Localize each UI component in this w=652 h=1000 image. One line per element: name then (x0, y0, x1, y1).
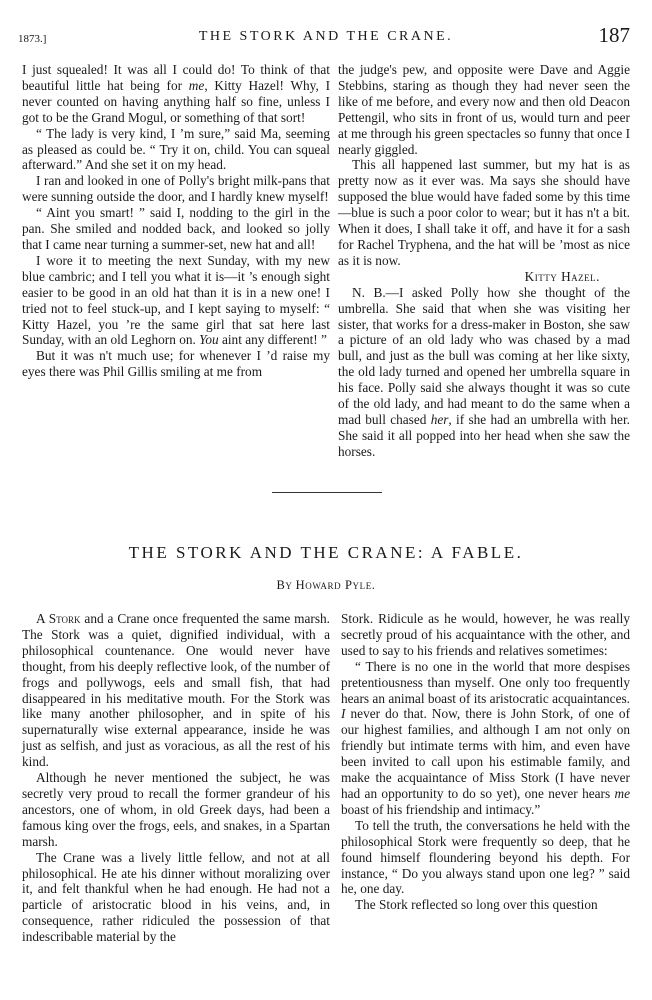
fable-paragraph: A Stork and a Crane once frequented the same marsh. The Stork was a quiet, dignified individual, with a philosophical countenance. One would never have thought, from his deeply reflective look, of the number of frogs and pollywogs, eels and small fish, that had disappeared in his meditative mouth. For the Stork was like many another philosopher, and in spite of his supernaturally wise external appearance, inside he was just as selfish, and just as voracious, as all the rest of his kind. (22, 611, 330, 770)
lead-word: A Stork (36, 611, 81, 626)
letter-paragraph: But it was n't much use; for whenever I ’d raise my eyes there was Phil Gillis smiling at me from (22, 348, 330, 380)
letter-left-column (22, 62, 330, 380)
letter-paragraph: This all happened last summer, but my hat is as pretty now as it ever was. Ma says she should have supposed the blue would have faded some by this time—blue is such a poor color to wear; but it has n't a bit. When it does, I shall take it off, and have it for a sash for Rachel Tryphena, and the hat will be ’most as nice as it is now. (338, 157, 630, 268)
author-name: Howard Pyle. (295, 578, 376, 592)
fable-paragraph: Stork. Ridicule as he would, however, he was really secretly proud of his acquaintance with the other, and used to say to his friends and relatives sometimes: (341, 611, 630, 658)
fable-paragraph: Although he never mentioned the subject, he was secretly very proud to recall the former grandeur of his ancestors, one of whom, in old Greek days, had been a famous king over the frogs, eels, and snakes, in a Spartan marsh. (22, 770, 330, 849)
fable-quote: “ There is no one in the world that more despises pretentiousness than myself. One only too frequently hears an animal boast of its aristocratic acquaintances. I never do that. Now, there is John Stork, of one of our highest families, and although I am not only on friendly but intimate terms with him, and even have been invited to call upon his estimable family, and make the acquaintance of Miss Stork (I have never had an opportunity to do so yet), one never hears me boast of his friendship and intimacy.” (341, 658, 630, 817)
article-title: THE STORK AND THE CRANE: A FABLE. (128, 543, 524, 562)
letter-paragraph: I ran and looked in one of Polly's bright milk-pans that were sunning outside the door, and I hardly knew myself! (22, 173, 330, 205)
fable-paragraph: The Crane was a lively little fellow, and not at all philosophical. He ate his dinner without moralizing over it, and felt thankful when he had enough. He had not a particle of aristocratic blood in his veins, and, in consequence, rather ridiculed the possession of that indescribable material by the (22, 849, 330, 945)
fable-paragraph: The Stork reflected so long over this question (355, 897, 598, 913)
running-header (0, 14, 652, 54)
fable-left-column (22, 611, 330, 945)
header-year: 1873.] (18, 33, 47, 45)
letter-paragraph: I wore it to meeting the next Sunday, with my new blue cambric; and I tell you what it is—it ’s enough sight easier to be good in an old hat than it is in a new one! I tried not to feel stuck-up, and I kept saying to myself: “ Kitty Hazel, you ’re the same girl that sat here last Sunday, with an old Leghorn on. You aint any different! ” (22, 252, 330, 348)
letter-postscript: N. B.—I asked Polly how she thought of the umbrella. She said that when she was visiting her sister, that works for a dress-maker in Boston, she saw a picture of an old lady who was chased by a mad bull, and just as the bull was coming at her like sixty, the old lady turned and opened her umbrella square in his face. Polly said she always thought it was so cute of the old lady, and had meant to do the same when a mad bull chased her, if she had an umbrella with her. She said it all popped into her head when she saw the horses. (338, 284, 630, 459)
letter-paragraph: I just squealed! It was all I could do! To think of that beautiful little hat being for me, Kitty Hazel! Why, I never counted on having anything half so fine, unless I got to be the Grand Mogul, or something of that sort! (22, 62, 330, 125)
letter-paragraph: “ Aint you smart! ” said I, nodding to the girl in the pan. She smiled and nodded back, and looked so jolly that I came near turning a summer-set, new hat and all! (22, 205, 330, 252)
fable-paragraph: To tell the truth, the conversations he held with the philosophical Stork were frequently so deep, that he found himself floundering beyond his depth. For instance, “ Do you always stand upon one leg? ” said he, one day. (341, 817, 630, 897)
running-title: THE STORK AND THE CRANE. (198, 29, 454, 44)
letter-paragraph: “ The lady is very kind, I ’m sure,” said Ma, seeming as pleased as could be. “ Try it on, child. You can squeal afterward.” And she set it on my head. (22, 125, 330, 173)
byline: By Howard Pyle. (276, 578, 376, 592)
page-number: 187 (598, 23, 630, 47)
fable-right-column (341, 611, 630, 913)
section-divider (272, 492, 382, 493)
letter-right-column (338, 62, 630, 460)
letter-paragraph: the judge's pew, and opposite were Dave and Aggie Stebbins, staring as though they had never seen the like of me before, and every now and then old Deacon Pettengil, who sits in front of us, would turn and peer at me through his green spectacles so funny that once I nearly giggled. (338, 62, 630, 157)
letter-signature: Kitty Hazel. (524, 268, 600, 284)
